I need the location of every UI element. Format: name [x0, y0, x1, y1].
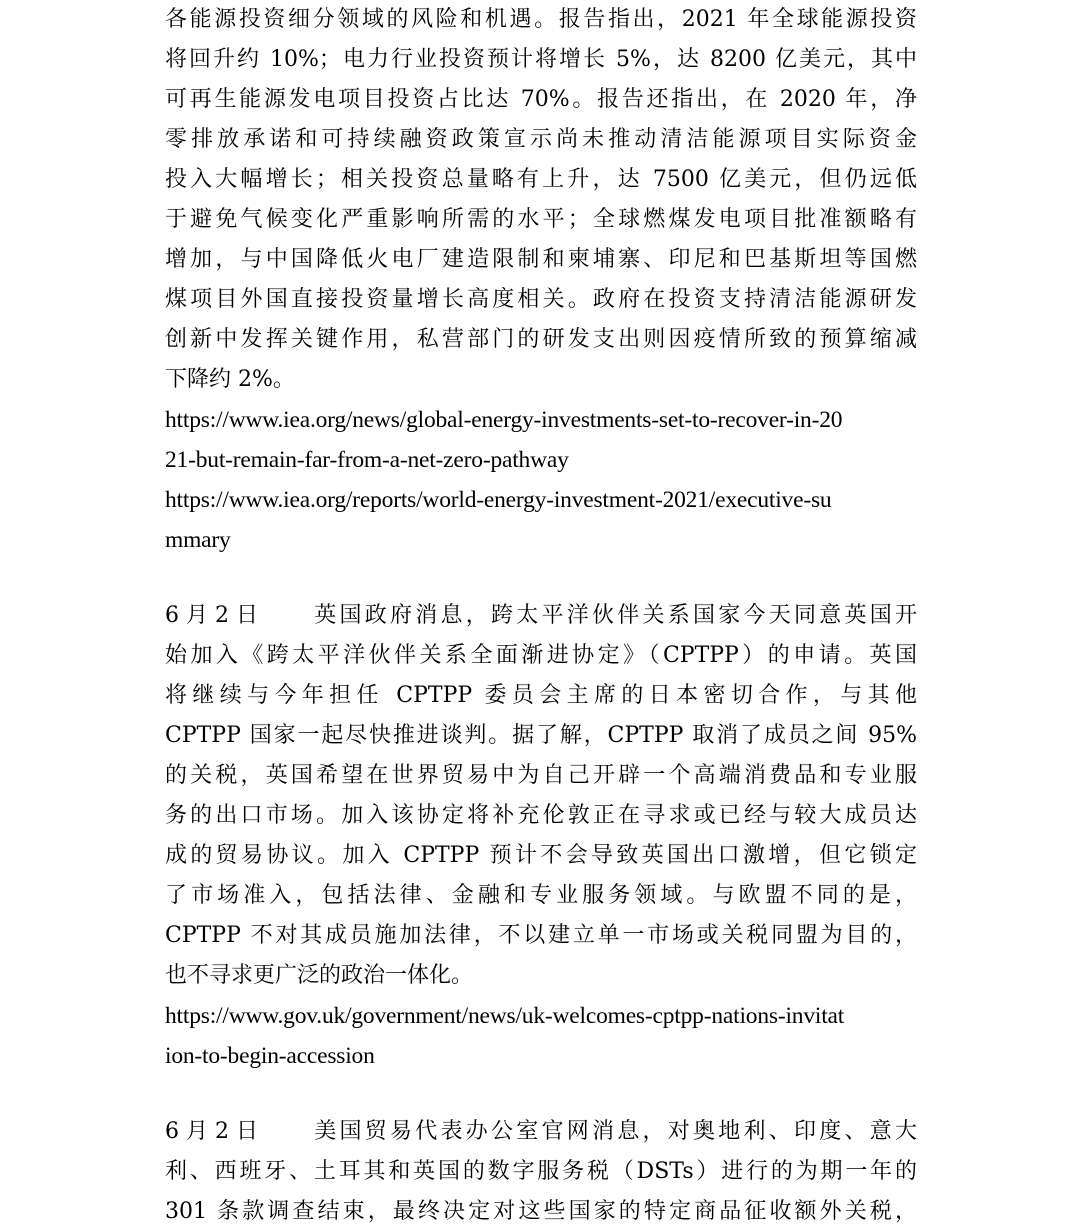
text-line: 各能源投资细分领域的风险和机遇。报告指出，2021 年全球能源投资 — [165, 7, 917, 32]
text-line: 将继续与今年担任 CPTPP 委员会主席的日本密切合作，与其他 — [165, 683, 917, 708]
text-line: 下降约 2%。 — [165, 367, 295, 392]
text-line: 务的出口市场。加入该协定将补充伦敦正在寻求或已经与较大成员达 — [165, 803, 917, 828]
paragraph-energy-investment — [165, 0, 917, 400]
paragraph-spacer — [165, 1076, 917, 1112]
entry-date: 6 月 2 日 — [165, 603, 258, 628]
source-link[interactable]: https://www.iea.org/reports/world-energy-investment-2021/executive-su — [165, 487, 832, 513]
text-line: 创新中发挥关键作用，私营部门的研发支出则因疫情所致的预算缩减 — [165, 327, 917, 352]
text-line: 于避免气候变化严重影响所需的水平；全球燃煤发电项目批准额略有 — [165, 207, 917, 232]
text-line: 成的贸易协议。加入 CPTPP 预计不会导致英国出口激增，但它锁定 — [165, 843, 917, 868]
text-line: 零排放承诺和可持续融资政策宣示尚未推动清洁能源项目实际资金 — [165, 127, 917, 152]
source-link[interactable]: https://www.gov.uk/government/news/uk-welcomes-cptpp-nations-invitat — [165, 1003, 845, 1029]
paragraph-spacer — [165, 560, 917, 596]
entry-first-line-text: 美国贸易代表办公室官网消息，对奥地利、印度、意大 — [311, 1119, 917, 1144]
entry-uk-cptpp — [165, 596, 917, 996]
source-link[interactable]: https://www.iea.org/news/global-energy-investments-set-to-recover-in-20 — [165, 407, 843, 433]
source-links-uk — [165, 996, 917, 1076]
source-link[interactable]: ion-to-begin-accession — [165, 1043, 375, 1069]
source-link[interactable]: 21-but-remain-far-from-a-net-zero-pathway — [165, 447, 569, 473]
source-links-energy — [165, 400, 917, 560]
text-line: 的关税，英国希望在世界贸易中为自己开辟一个高端消费品和专业服 — [165, 763, 917, 788]
text-line: 投入大幅增长；相关投资总量略有上升，达 7500 亿美元，但仍远低 — [165, 167, 917, 192]
text-line: 可再生能源发电项目投资占比达 70%。报告还指出，在 2020 年，净 — [165, 87, 917, 112]
text-line: 301 条款调查结束，最终决定对这些国家的特定商品征收额外关税， — [165, 1199, 917, 1224]
text-line: 也不寻求更广泛的政治一体化。 — [165, 963, 474, 988]
text-line: 煤项目外国直接投资量增长高度相关。政府在投资支持清洁能源研发 — [165, 287, 917, 312]
text-line: 了市场准入，包括法律、金融和专业服务领域。与欧盟不同的是， — [165, 883, 917, 908]
source-link[interactable]: mmary — [165, 527, 231, 553]
text-line: 增加，与中国降低火电厂建造限制和柬埔寨、印尼和巴基斯坦等国燃 — [165, 247, 917, 272]
entry-us-dst — [165, 1112, 917, 1232]
text-line: 将回升约 10%；电力行业投资预计将增长 5%，达 8200 亿美元，其中 — [165, 47, 917, 72]
entry-date: 6 月 2 日 — [165, 1119, 258, 1144]
text-line: CPTPP 不对其成员施加法律，不以建立单一市场或关税同盟为目的， — [165, 923, 917, 948]
text-line: CPTPP 国家一起尽快推进谈判。据了解，CPTPP 取消了成员之间 95% — [165, 723, 917, 748]
text-line: 利、西班牙、土耳其和英国的数字服务税（DSTs）进行的为期一年的 — [165, 1159, 917, 1184]
text-line: 始加入《跨太平洋伙伴关系全面渐进协定》（CPTPP）的申请。英国 — [165, 643, 917, 668]
entry-first-line-text: 英国政府消息，跨太平洋伙伴关系国家今天同意英国开 — [311, 603, 917, 628]
entry-first-line — [165, 596, 917, 636]
document-page — [165, 0, 917, 1232]
entry-first-line — [165, 1112, 917, 1152]
